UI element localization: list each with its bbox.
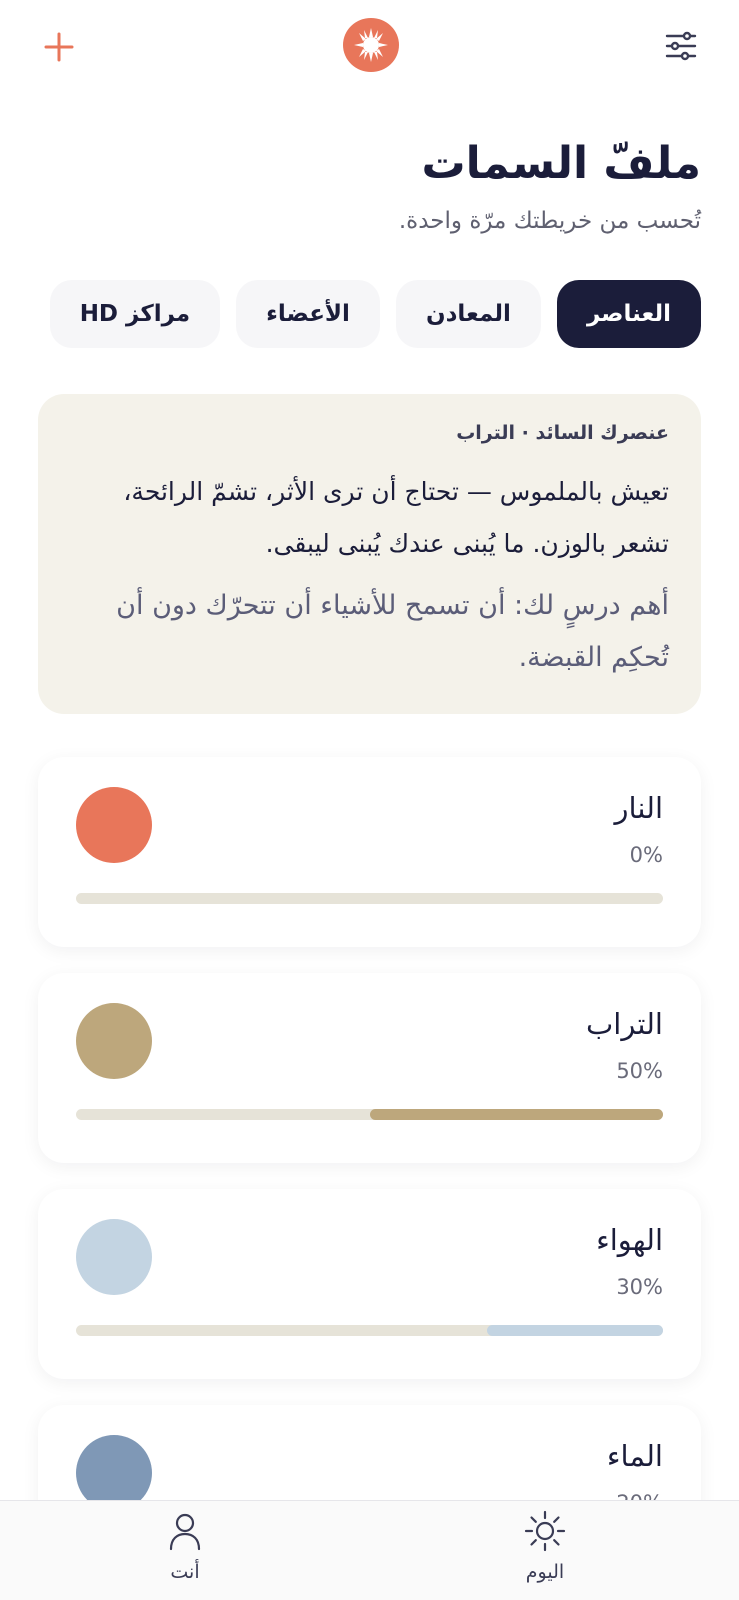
element-progress-track — [76, 893, 663, 904]
element-progress-fill — [487, 1325, 663, 1336]
nav-label-today: اليوم — [525, 1561, 565, 1583]
element-color-dot — [76, 1219, 152, 1295]
nav-item-you[interactable] — [125, 1509, 245, 1595]
element-card-earth[interactable] — [38, 973, 701, 1163]
element-name: التراب — [585, 1007, 663, 1041]
element-name: الهواء — [596, 1223, 663, 1257]
nav-label-you: أنت — [170, 1561, 200, 1583]
person-icon — [163, 1509, 207, 1553]
element-percent: 30% — [616, 1275, 663, 1299]
element-progress-fill — [370, 1109, 664, 1120]
element-progress-track — [76, 1325, 663, 1336]
dominant-element-card — [38, 394, 701, 714]
element-percent: 50% — [616, 1059, 663, 1083]
tab-bar — [50, 280, 701, 348]
insight-kicker: عنصرك السائد · التراب — [456, 422, 669, 444]
tab-organs[interactable]: الأعضاء — [236, 280, 380, 348]
element-card-fire[interactable] — [38, 757, 701, 947]
element-progress-track — [76, 1109, 663, 1120]
page-subtitle: تُحسب من خريطتك مرّة واحدة. — [398, 208, 701, 234]
element-name: النار — [614, 791, 663, 825]
sun-icon — [523, 1509, 567, 1553]
element-color-dot — [76, 787, 152, 863]
element-card-air[interactable] — [38, 1189, 701, 1379]
tab-hd-centers[interactable]: مراكز HD — [50, 280, 220, 348]
element-color-dot — [76, 1003, 152, 1079]
tab-metals[interactable]: المعادن — [396, 280, 541, 348]
page-title: ملفّ السمات — [421, 138, 701, 189]
sliders-icon — [663, 28, 699, 64]
insight-body: تعيش بالملموس — تحتاج أن ترى الأثر، تشمّ الرائحة، تشعر بالوزن. ما يُبنى عندك يُبنى ليبقى. — [123, 477, 669, 558]
bottom-nav — [0, 1500, 739, 1600]
tab-elements[interactable]: العناصر — [557, 280, 701, 348]
sun-badge-icon — [342, 17, 400, 73]
nav-item-today[interactable] — [485, 1509, 605, 1595]
plus-icon — [40, 28, 78, 66]
element-percent: 0% — [629, 843, 663, 867]
filter-button[interactable] — [663, 28, 699, 64]
element-name: الماء — [606, 1439, 663, 1473]
add-button[interactable] — [40, 28, 78, 66]
top-bar — [0, 0, 739, 92]
insight-lesson: أهم درسٍ لك: أن تسمح للأشياء أن تتحرّك دون أن تُحكِم القبضة. — [116, 590, 669, 673]
